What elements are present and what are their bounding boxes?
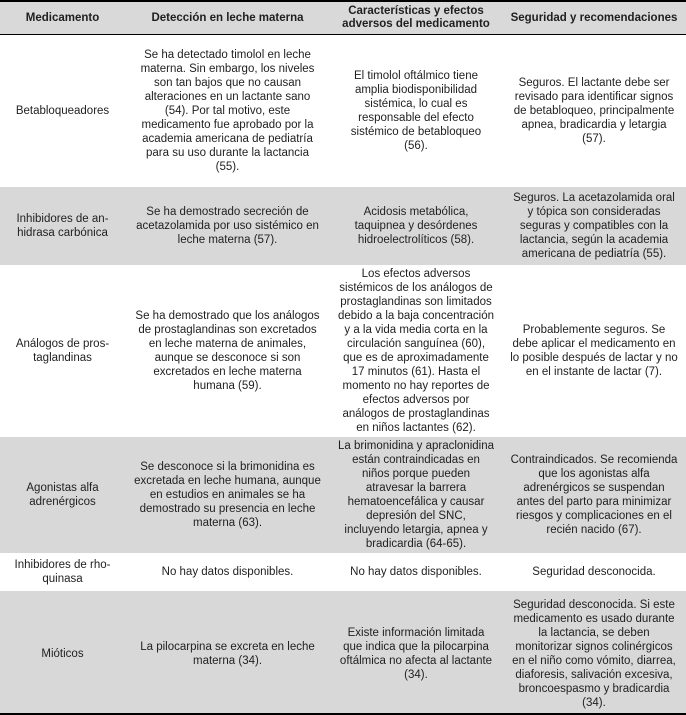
medication-name-cell: Betabloqueadores: [15, 104, 110, 117]
table-header: [0, 2, 686, 35]
medication-name-cell: Análogos de prostaglandinas: [15, 337, 110, 364]
table-cell: No hay datos disponibles.: [161, 565, 294, 578]
table-row: [0, 187, 686, 265]
table-cell: Existe información limitada que indica que la pilocarpina oftálmica no afecta al lactante (34).: [339, 627, 493, 681]
table-row: [0, 35, 686, 187]
table-cell: Se ha demostrado secreción de acetazolamida por uso sistémico en leche materna (57).: [136, 205, 319, 246]
column-header-medicamento: Medicamento: [0, 2, 125, 35]
table-cell: Se ha detectado timolol en leche materna. Sin embargo, los niveles son tan bajos que no causan alteraciones en un lactante sano (54). Por tal motivo, este medicamento fue aprobado por la academia americana de pediatría para su uso durante la lactancia (55).: [140, 48, 315, 173]
medication-name-cell: Agonistas alfa adrenérgicos: [26, 481, 99, 508]
table-cell: Se ha demostrado que los análogos de prostaglandinas son excretados en leche materna de animales, aunque se desconoce si son excretados en leche materna humana (59).: [135, 309, 320, 392]
table-cell: La pilocarpina se excreta en leche materna (34).: [140, 641, 315, 667]
table-cell: La brimonidina y apraclonidina están contraindicadas en niños porque pueden atravesar la barrera hematoencefálica y causar depresión del SNC, incluyendo letargia, apnea y bradicardia (64-65).: [338, 439, 494, 550]
table-row: [0, 265, 686, 437]
table-cell: Probablemente seguros. Se debe aplicar el medicamento en lo posible después de lactar y no en el instante de lactar (7).: [510, 323, 678, 378]
table-cell: No hay datos disponibles.: [350, 565, 482, 578]
table-row: [0, 437, 686, 553]
table-body: [0, 35, 686, 715]
table-cell: Contraindicados. Se recomienda que los agonistas alfa adrenérgicos se suspendan antes del parto para minimizar riesgos y complicaciones en el recién nacido (67).: [510, 453, 678, 536]
table-row: [0, 553, 686, 591]
table-header-row: [0, 2, 686, 35]
table-row: [0, 591, 686, 715]
medication-name-cell: Mióticos: [41, 648, 84, 660]
table-cell: Seguridad desconocida. Si este medicamento es usado durante la lactancia, se deben monitorizar signos colinérgicos en el niño como vómito, diarrea, diaforesis, salivación excesiva, broncoespasmo y bradicardia (34).: [512, 599, 676, 709]
table-cell: Acidosis metabólica, taquipnea y desórdenes hidroelectrolíticos (58).: [354, 205, 478, 246]
table-cell: Los efectos adversos sistémicos de los análogos de prostaglandinas son limitados debido a la baja concentración y a la vida media corta en la circulación sanguínea (60), que es de aproximadamente 17 minutos (61). Hasta el momento no hay reportes de efectos adversos por análogos de prostaglandinas en niños lactantes (62).: [338, 267, 495, 434]
table-cell: El timolol oftálmico tiene amplia biodisponibilidad sistémica, lo cual es responsable del efecto sistémico de betabloqueo (56).: [350, 69, 482, 152]
medication-name-cell: Inhibidores de anhidrasa carbónica: [16, 212, 109, 239]
table-cell: Seguros. El lactante debe ser revisado para identificar signos de betabloqueo, principalmente apnea, bradicardia y letargia (57).: [513, 76, 675, 145]
column-header-deteccion: Detección en leche materna: [125, 2, 330, 35]
table-cell: Se desconoce si la brimonidina es excretada en leche humana, aunque en estudios en animales se ha demostrado su presencia en leche materna (63).: [134, 460, 321, 529]
medications-lactation-table: [0, 2, 686, 715]
column-header-caracteristicas: Características y efectos adversos del medicamento: [330, 2, 502, 35]
table-cell: Seguros. La acetazolamida oral y tópica son consideradas seguras y compatibles con la lactancia, según la academia americana de pediatría (55).: [513, 191, 675, 260]
column-header-seguridad: Seguridad y recomendaciones: [502, 2, 686, 35]
medication-name-cell: Inhibidores de rho-quinasa: [14, 558, 111, 585]
table-cell: Seguridad desconocida.: [532, 565, 656, 578]
